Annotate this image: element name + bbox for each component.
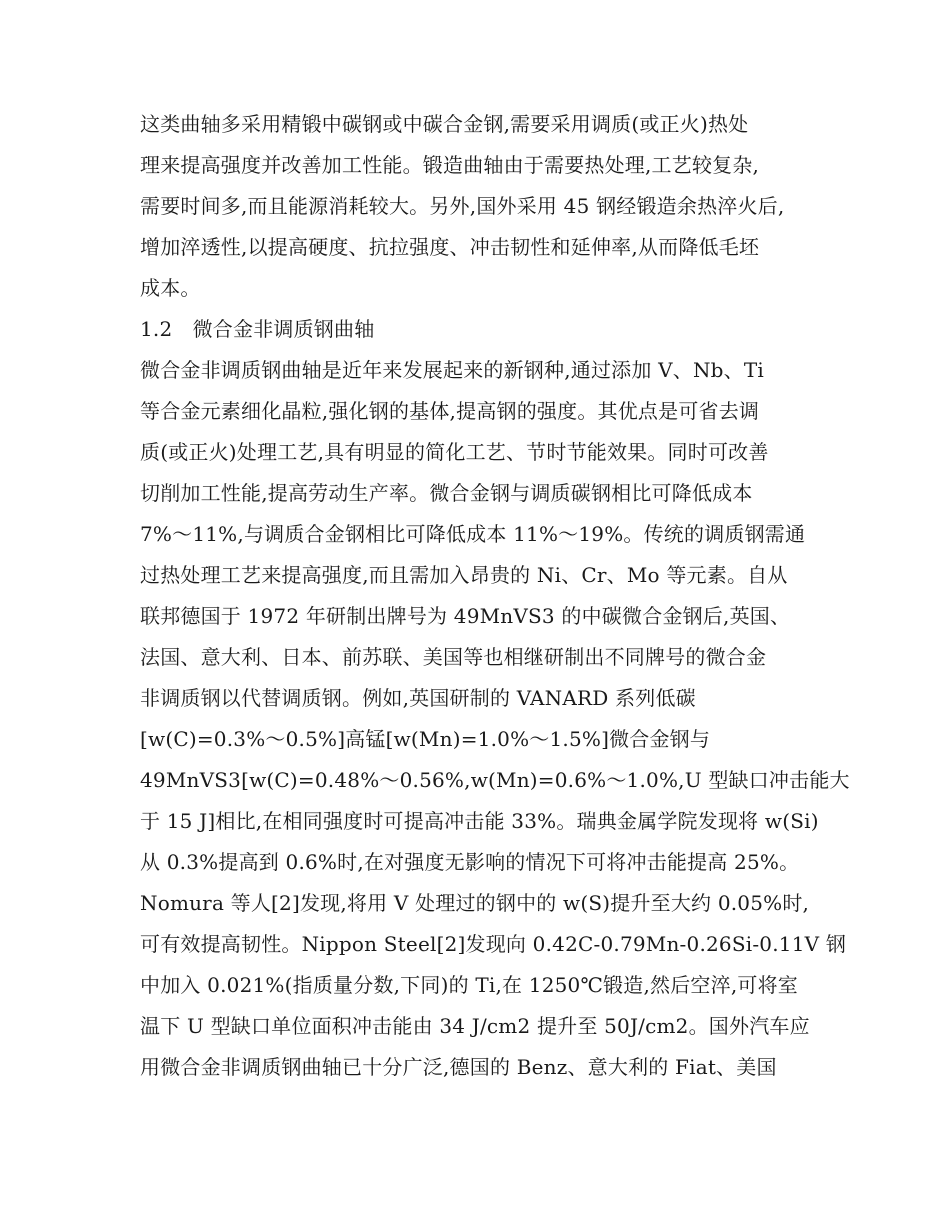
text-line: Nomura 等人[2]发现,将用 V 处理过的钢中的 w(S)提升至大约 0.05%时, <box>140 891 810 915</box>
text-line: 增加淬透性,以提高硬度、抗拉强度、冲击韧性和延伸率,从而降低毛坯 <box>140 235 760 259</box>
text-line: 于 15 J]相比,在相同强度时可提高冲击能 33%。瑞典金属学院发现将 w(Si) <box>140 809 819 833</box>
text-line: 7%～11%,与调质合金钢相比可降低成本 11%～19%。传统的调质钢需通 <box>140 522 806 546</box>
text-line: 这类曲轴多采用精锻中碳钢或中碳合金钢,需要采用调质(或正火)热处 <box>140 112 749 136</box>
body-text <box>140 104 850 1088</box>
paragraph-continued <box>140 104 840 309</box>
text-line: 质(或正火)处理工艺,具有明显的简化工艺、节时节能效果。同时可改善 <box>140 440 769 464</box>
text-line: 等合金元素细化晶粒,强化钢的基体,提高钢的强度。其优点是可省去调 <box>140 399 760 423</box>
text-line: 成本。 <box>140 276 201 300</box>
text-line: 法国、意大利、日本、前苏联、美国等也相继研制出不同牌号的微合金 <box>140 645 767 669</box>
text-line: 温下 U 型缺口单位面积冲击能由 34 J/cm2 提升至 50J/cm2。国外汽车应 <box>140 1014 810 1038</box>
text-line: 可有效提高韧性。Nippon Steel[2]发现向 0.42C-0.79Mn-0.26Si-0.11V 钢 <box>140 932 847 956</box>
text-line: 理来提高强度并改善加工性能。锻造曲轴由于需要热处理,工艺较复杂, <box>140 153 760 177</box>
text-line: 联邦德国于 1972 年研制出牌号为 49MnVS3 的中碳微合金钢后,英国、 <box>140 604 791 628</box>
text-line: 用微合金非调质钢曲轴已十分广泛,德国的 Benz、意大利的 Fiat、美国 <box>140 1055 777 1079</box>
section-heading: 1.2 微合金非调质钢曲轴 <box>140 317 375 341</box>
text-line: 过热处理工艺来提高强度,而且需加入昂贵的 Ni、Cr、Mo 等元素。自从 <box>140 563 788 587</box>
text-line: 从 0.3%提高到 0.6%时,在对强度无影响的情况下可将冲击能提高 25%。 <box>140 850 800 874</box>
paragraph-microalloy <box>140 350 850 1088</box>
text-line: 49MnVS3[w(C)=0.48%～0.56%,w(Mn)=0.6%～1.0%,U 型缺口冲击能大 <box>140 768 850 792</box>
text-line: 需要时间多,而且能源消耗较大。另外,国外采用 45 钢经锻造余热淬火后, <box>140 194 785 218</box>
text-line: 切削加工性能,提高劳动生产率。微合金钢与调质碳钢相比可降低成本 <box>140 481 753 505</box>
text-line: 微合金非调质钢曲轴是近年来发展起来的新钢种,通过添加 V、Nb、Ti <box>140 358 764 382</box>
text-line: 中加入 0.021%(指质量分数,下同)的 Ti,在 1250℃锻造,然后空淬,可将室 <box>140 973 798 997</box>
text-line: [w(C)=0.3%～0.5%]高锰[w(Mn)=1.0%～1.5%]微合金钢与 <box>140 727 711 751</box>
text-line: 非调质钢以代替调质钢。例如,英国研制的 VANARD 系列低碳 <box>140 686 696 710</box>
